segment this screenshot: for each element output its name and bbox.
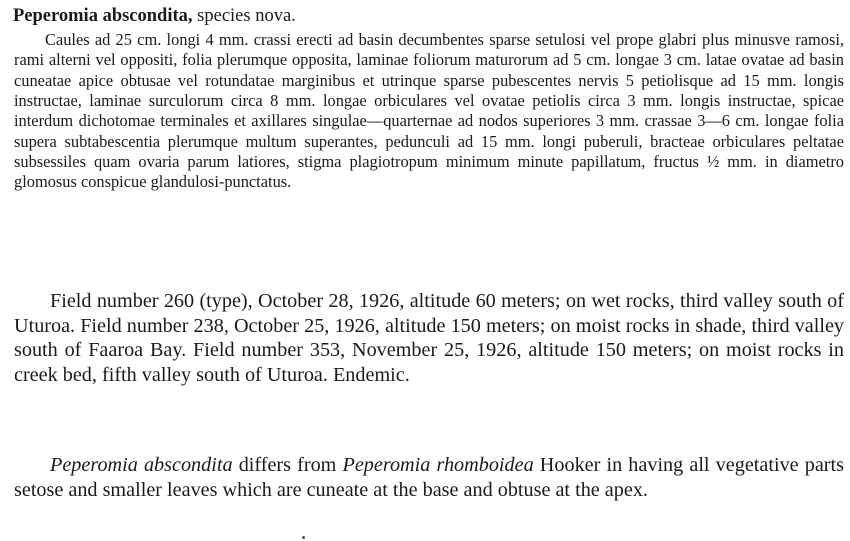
comparison-paragraph <box>14 453 844 502</box>
species-name-rhomboidea: Peperomia rhomboidea <box>342 454 534 476</box>
comparison-text-2: Hooker in having all vegetative parts setose and smaller leaves which are cuneate at the base and obtuse at the apex. <box>14 454 844 501</box>
field-notes-paragraph: Field number 260 (type), October 28, 1926, altitude 60 meters; on wet rocks, third valley south of Uturoa. Field number 238, October 25, 1926, altitude 150 meters; on moist rocks in shade, third valley south of Faaroa Bay. Field number 353, November 25, 1926, altitude 150 meters; on moist rocks in creek bed, fifth valley south of Uturoa. Endemic. <box>14 290 844 386</box>
species-status: species nova. <box>192 6 296 26</box>
comparison-text-1: differs from <box>232 454 343 476</box>
species-heading <box>13 4 296 28</box>
latin-diagnosis: Caules ad 25 cm. longi 4 mm. crassi erecti ad basin decumbentes sparse setulosi vel prope glabri plus minusve ramosi, rami alterni vel oppositi, folia plerumque opposita, laminae foliorum maturorum ad 5 cm. longae 3 cm. latae ovatae ad basin cuneatae apice obtusae vel rotundatae marginibus et utrinque sparse pubescentes nervis 5 petiolisque ad 15 mm. longis instructae, laminae surculorum circa 8 mm. longae orbiculares vel ovatae petiolis circa 3 mm. longis instructae, spicae interdum dichotomae terminales et axillares singulae—quarternae ad nodos superiores 3 mm. crassae 3—6 cm. longae folia supera subtabescentia plerumque multum superantes, pedunculi ad 15 mm. longi puberuli, bracteae orbiculares peltatae subsessiles quam ovaria parum latiores, stigma plagiotropum minimum minute papillatum, fructus ½ mm. in diametro glomosus conspicue glandulosi-punctatus. <box>14 30 844 192</box>
scan-speck <box>302 536 305 539</box>
species-name: Peperomia abscondita, <box>13 6 193 26</box>
species-name-abscondita: Peperomia abscondita <box>50 454 233 476</box>
